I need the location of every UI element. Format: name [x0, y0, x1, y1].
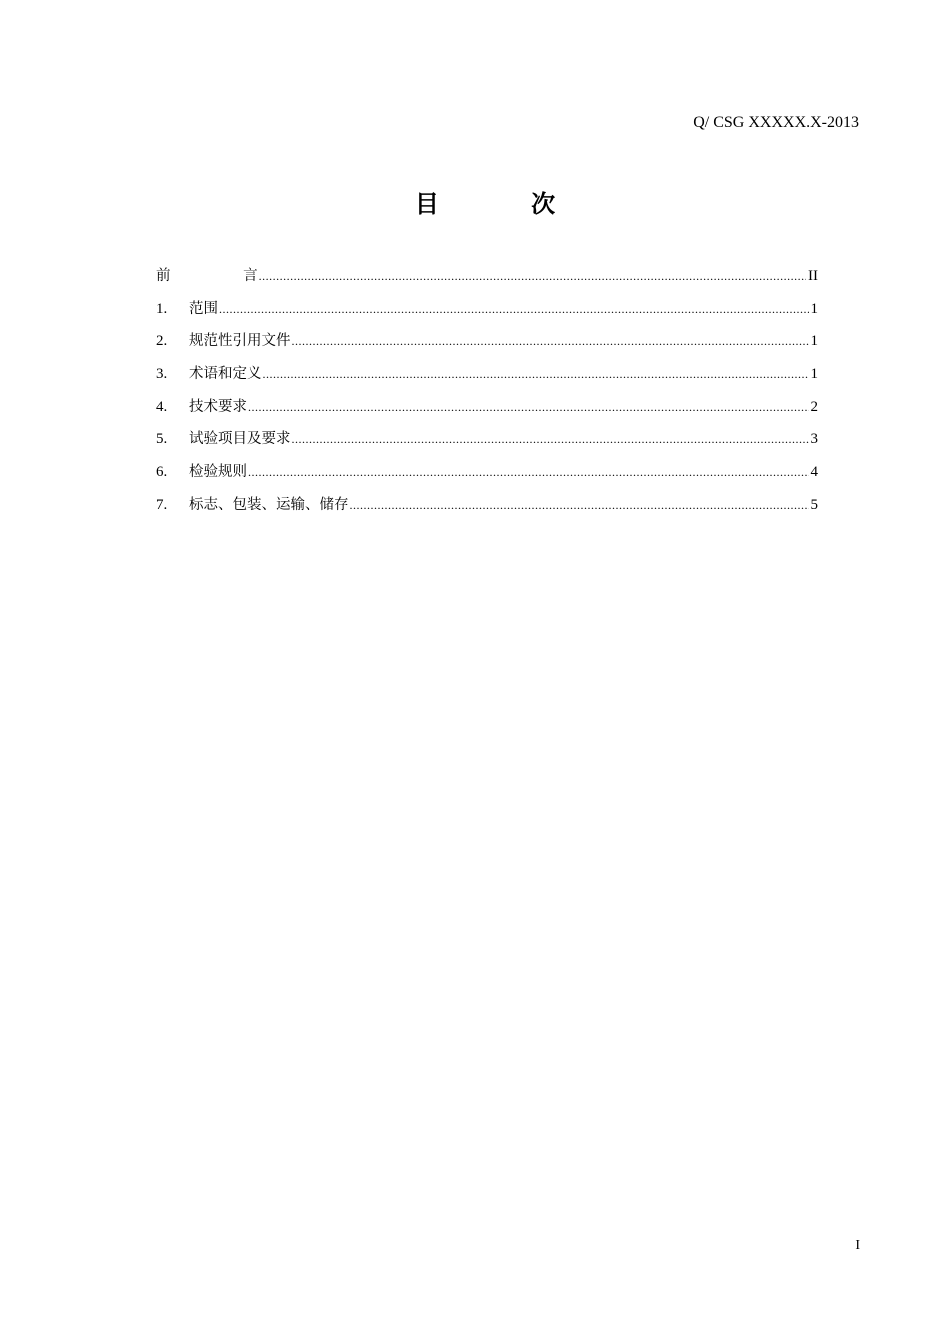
toc-entry-number: 5. — [156, 431, 168, 448]
toc-entry-page: 1 — [810, 333, 818, 350]
toc-entry-number: 4. — [156, 398, 168, 415]
toc-entry-text: 规范性引用文件 — [189, 333, 291, 350]
toc-entry-page: II — [808, 268, 818, 284]
toc-entry-page: 5 — [810, 496, 818, 513]
toc-entry-text: 检验规则 — [189, 464, 247, 481]
toc-entry-marking-packaging[interactable] — [156, 494, 818, 527]
document-code: Q/ CSG XXXXX.X-2013 — [693, 114, 859, 131]
toc-entry-terms-definitions[interactable] — [156, 363, 818, 396]
toc-entry-page: 3 — [810, 431, 818, 448]
toc-entry-number: 6. — [156, 464, 168, 481]
toc-dot-leader — [248, 396, 809, 418]
toc-title: 目 次 — [414, 190, 598, 218]
toc-entry-number: 1. — [156, 300, 168, 317]
toc-entry-text: 标志、包装、运输、储存 — [189, 496, 349, 513]
toc-dot-leader — [263, 363, 809, 385]
toc-entry-number: 7. — [156, 496, 168, 513]
toc-entry-text: 前 言 — [156, 268, 292, 284]
toc-entry-text: 试验项目及要求 — [189, 431, 291, 448]
toc-dot-leader — [219, 298, 809, 320]
table-of-contents — [156, 265, 818, 527]
toc-dot-leader — [350, 494, 809, 516]
toc-entry-technical-requirements[interactable] — [156, 396, 818, 429]
toc-dot-leader — [259, 265, 806, 287]
toc-dot-leader — [292, 330, 809, 352]
toc-entry-normative-references[interactable] — [156, 330, 818, 363]
toc-entry-inspection-rules[interactable] — [156, 461, 818, 494]
toc-entry-page: 1 — [810, 366, 818, 383]
toc-entry-text: 范围 — [189, 300, 218, 317]
toc-entry-scope[interactable] — [156, 298, 818, 331]
toc-entry-number: 2. — [156, 333, 168, 350]
toc-entry-number: 3. — [156, 366, 168, 383]
toc-entry-text: 技术要求 — [189, 398, 247, 415]
toc-entry-text: 术语和定义 — [189, 366, 262, 383]
toc-entry-foreword[interactable] — [156, 265, 818, 298]
toc-dot-leader — [292, 428, 809, 450]
toc-dot-leader — [248, 461, 809, 483]
page-number: I — [855, 1238, 860, 1253]
toc-entry-page: 2 — [810, 398, 818, 415]
toc-entry-page: 1 — [810, 300, 818, 317]
toc-entry-test-items[interactable] — [156, 428, 818, 461]
toc-entry-page: 4 — [810, 464, 818, 481]
